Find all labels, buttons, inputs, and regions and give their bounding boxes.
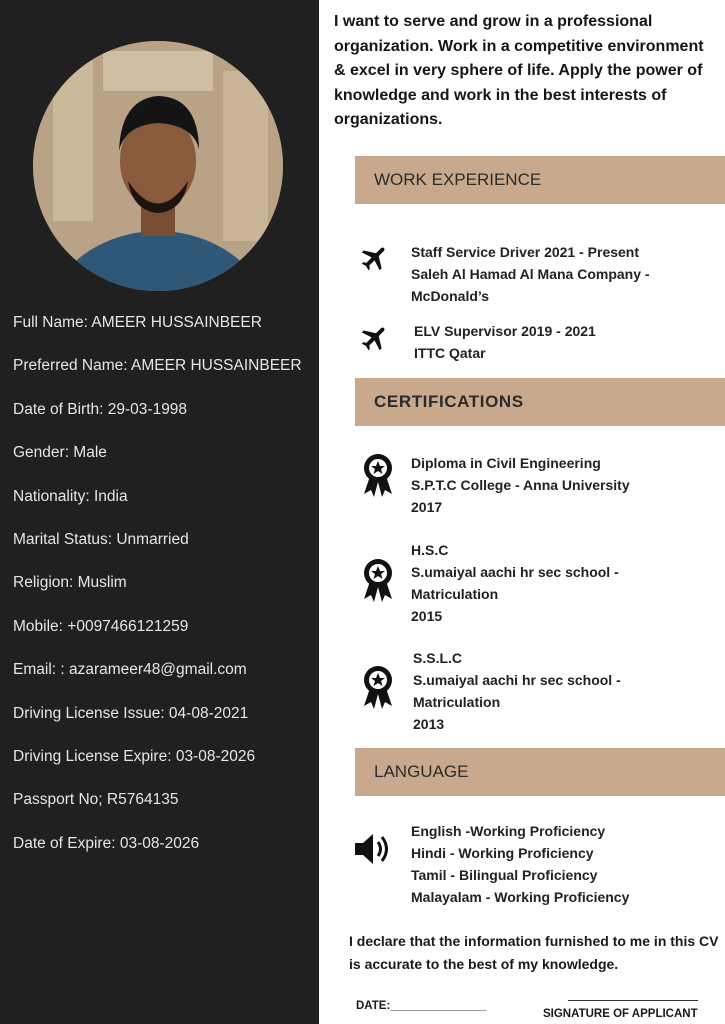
signature-line [568,1000,698,1001]
career-objective: I want to serve and grow in a professional organization. Work in a competitive environment & excel in very sphere of life. Apply the power of knowledge and work in the best interests of organizations. [334,13,704,128]
certification-3-institution: S.umaiyal aachi hr sec school - [413,672,621,688]
info-full-name: Full Name: AMEER HUSSAINBEER [13,314,262,331]
certification-2-level: Matriculation [411,586,499,602]
award-ribbon-icon [361,452,395,503]
info-email: Email: : azarameer48@gmail.com [13,661,247,679]
work-entry-2 [414,320,596,364]
work-entry-1-company: Saleh Al Hamad Al Mana Company - [411,266,650,282]
certification-2-year: 2015 [411,608,443,624]
info-passport-no: Passport No; R5764135 [13,791,179,809]
language-list [411,820,629,908]
certification-1-year: 2017 [411,499,443,515]
work-entry-1-client: McDonald’s [411,288,490,304]
work-entry-2-company: ITTC Qatar [414,345,486,361]
personal-info-list [13,313,319,877]
certification-entry-2 [411,539,619,627]
info-marital-status: Marital Status: Unmarried [13,530,189,548]
info-preferred-name: Preferred Name: AMEER HUSSAINBEER [13,357,302,375]
work-entry-1 [411,241,650,307]
info-gender: Gender: Male [13,444,107,462]
profile-photo-image [33,41,283,291]
info-mobile: Mobile: +0097466121259 [13,617,189,635]
language-malayalam: Malayalam - Working Proficiency [411,889,630,905]
info-license-expire: Driving License Expire: 03-08-2026 [13,747,256,765]
certification-1-title: Diploma in Civil Engineering [411,455,601,471]
section-header-certifications: CERTIFICATIONS [355,378,725,426]
award-ribbon-icon [361,664,395,715]
signature-label: SIGNATURE OF APPLICANT [543,1008,698,1020]
profile-sidebar [0,0,319,1024]
info-date-of-birth: Date of Birth: 29-03-1998 [13,400,188,418]
work-entry-2-title: ELV Supervisor 2019 - 2021 [414,323,596,339]
work-entry-1-title: Staff Service Driver 2021 - Present [411,244,640,260]
language-tamil: Tamil - Bilingual Proficiency [411,867,598,883]
certification-3-level: Matriculation [413,694,501,710]
airplane-icon [359,242,391,279]
info-passport-expiry: Date of Expire: 03-08-2026 [13,834,200,852]
language-hindi: Hindi - Working Proficiency [411,845,594,861]
info-religion: Religion: Muslim [13,574,127,592]
certification-3-title: S.S.L.C [413,650,463,666]
award-ribbon-icon [361,557,395,608]
certification-3-year: 2013 [413,716,445,732]
section-header-work-experience: WORK EXPERIENCE [355,156,725,204]
certification-entry-3 [413,647,621,735]
date-field: DATE:_______________ [356,1000,487,1012]
profile-photo [33,41,283,291]
certification-entry-1 [411,452,630,518]
info-license-issue: Driving License Issue: 04-08-2021 [13,704,249,722]
section-header-language: LANGUAGE [355,748,725,796]
speaker-icon [353,831,391,872]
language-english: English -Working Proficiency [411,823,606,839]
info-nationality: Nationality: India [13,487,128,505]
airplane-icon [359,322,391,359]
certification-2-institution: S.umaiyal aachi hr sec school - [411,564,619,580]
declaration-text: I declare that the information furnished to me in this CV is accurate to the best of my knowledge. [349,933,719,972]
certification-2-title: H.S.C [411,542,449,558]
certification-1-institution: S.P.T.C College - Anna University [411,477,630,493]
